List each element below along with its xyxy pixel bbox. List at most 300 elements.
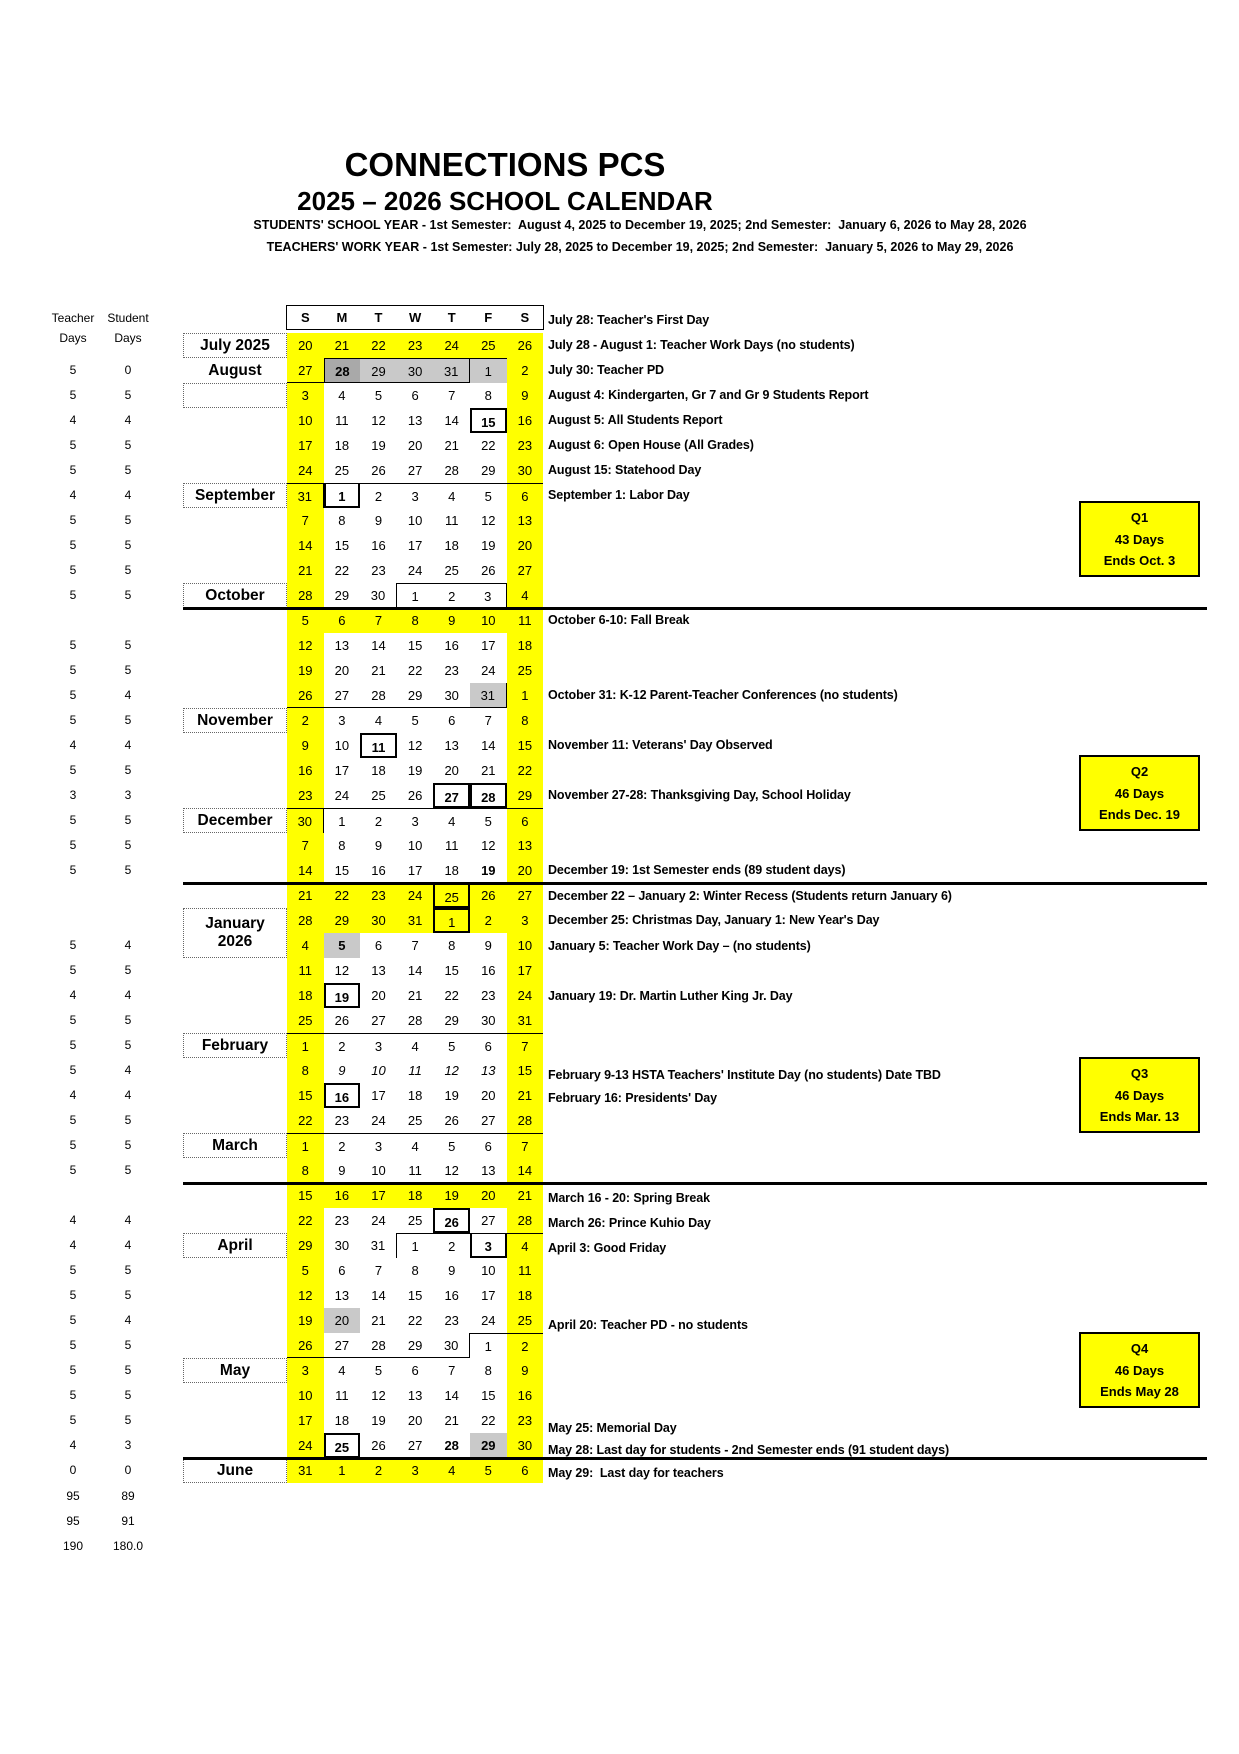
day-cell: 16 [444, 638, 459, 653]
day-cell: 15 [444, 963, 459, 978]
day-cell: 26 [444, 1113, 459, 1128]
calendar-annotation: March 16 - 20: Spring Break [548, 1190, 710, 1205]
day-cell: 24 [481, 1313, 496, 1328]
day-cell: 26 [470, 883, 507, 908]
day-cell: 13 [481, 1063, 496, 1078]
month-label-text: June [216, 1461, 254, 1479]
quarter-summary-box [1079, 755, 1200, 831]
day-cell: 17 [334, 763, 350, 778]
day-cell: 18 [287, 983, 324, 1008]
student-days-value: 3 [124, 788, 132, 802]
teacher-days-value: 5 [69, 813, 77, 827]
calendar-annotation: May 29: Last day for teachers [548, 1465, 724, 1480]
day-cell: 12 [444, 1163, 459, 1178]
day-cell: 24 [371, 1113, 386, 1128]
day-cell: 7 [360, 608, 397, 633]
day-cell: 27 [433, 783, 470, 808]
teacher-days-value: 190 [62, 1539, 84, 1554]
day-cell: 5 [374, 388, 383, 403]
day-cell: 28 [287, 908, 324, 933]
day-cell: 29 [444, 1013, 459, 1028]
calendar-annotation: August 6: Open House (All Grades) [548, 438, 754, 452]
calendar-annotation: August 4: Kindergarten, Gr 7 and Gr 9 Students Report [548, 388, 869, 402]
day-cell: 16 [444, 1288, 459, 1303]
teacher-days-value: 5 [69, 1338, 77, 1352]
day-cell: 14 [444, 1388, 459, 1403]
day-cell: 25 [324, 1433, 361, 1458]
month-label-text: March [212, 1136, 258, 1154]
teacher-days-value: 5 [69, 1163, 77, 1177]
day-cell: 30 [360, 583, 397, 608]
student-days-value: 4 [124, 1313, 132, 1327]
day-cell: 27 [481, 1213, 496, 1228]
day-cell: 20 [287, 333, 324, 358]
teacher-days-header: Days [59, 331, 87, 345]
day-cell: 9 [507, 1358, 544, 1383]
teacher-days-header: Teacher [51, 311, 95, 325]
day-cell: 4 [507, 1233, 544, 1258]
day-cell: 9 [448, 1263, 456, 1278]
day-cell: 21 [507, 1083, 544, 1108]
day-cell: 4 [338, 388, 346, 403]
day-cell: 31 [433, 358, 470, 383]
day-cell: 1 [470, 1333, 507, 1358]
day-cell: 22 [481, 438, 496, 453]
student-days-value: 5 [124, 963, 132, 977]
day-cell: 28 [507, 1208, 544, 1233]
student-days-value: 89 [121, 1489, 135, 1504]
day-cell: 22 [334, 563, 350, 578]
day-cell: 1 [397, 1233, 434, 1258]
day-cell: 23 [444, 1313, 459, 1328]
student-days-value: 4 [124, 488, 132, 502]
weekday-header: T [374, 310, 383, 325]
day-cell: 23 [334, 1213, 350, 1228]
month-label [183, 1033, 287, 1058]
day-cell: 24 [433, 333, 470, 358]
teacher-days-value: 3 [69, 788, 77, 802]
student-days-value: 4 [124, 413, 132, 427]
day-cell: 25 [470, 333, 507, 358]
day-cell: 29 [324, 908, 361, 933]
teacher-days-value: 5 [69, 938, 77, 952]
day-cell: 1 [324, 483, 361, 508]
student-days-value: 5 [124, 1413, 132, 1427]
day-cell: 3 [397, 1458, 434, 1483]
weekday-header: M [336, 310, 348, 325]
day-cell: 15 [470, 408, 507, 433]
day-cell: 19 [444, 1088, 459, 1103]
day-cell: 15 [287, 1183, 324, 1208]
student-days-value: 4 [124, 688, 132, 702]
day-cell: 27 [407, 1438, 423, 1453]
teacher-days-value: 5 [69, 1363, 77, 1377]
calendar-annotation: May 25: Memorial Day [548, 1420, 677, 1435]
day-cell: 30 [287, 808, 324, 833]
day-cell: 18 [334, 438, 350, 453]
day-cell: 13 [407, 413, 423, 428]
day-cell: 10 [287, 1383, 324, 1408]
day-cell: 8 [287, 1158, 324, 1183]
calendar-annotation: November 11: Veterans' Day Observed [548, 738, 773, 752]
day-cell: 5 [470, 483, 507, 508]
day-cell: 23 [397, 333, 434, 358]
student-days-value: 5 [124, 538, 132, 552]
day-cell: 19 [481, 863, 496, 878]
quarter-name: Q1 [1130, 509, 1149, 525]
teacher-days-value: 5 [69, 713, 77, 727]
day-cell: 25 [371, 788, 386, 803]
day-cell: 7 [374, 1263, 383, 1278]
day-cell: 10 [481, 1263, 496, 1278]
day-cell: 5 [411, 713, 419, 728]
day-cell: 11 [360, 733, 397, 758]
day-cell: 10 [407, 838, 423, 853]
day-cell: 18 [407, 1088, 423, 1103]
day-cell: 9 [338, 1063, 346, 1078]
day-cell: 6 [411, 1363, 419, 1378]
day-cell: 17 [407, 863, 423, 878]
day-cell: 6 [507, 808, 544, 833]
day-cell: 11 [507, 608, 544, 633]
day-cell: 19 [371, 438, 386, 453]
student-days-value: 0 [124, 1463, 132, 1477]
month-label [183, 808, 287, 833]
day-cell: 29 [397, 683, 434, 708]
day-cell: 2 [433, 583, 470, 608]
month-label-text: October [205, 586, 265, 604]
month-label-text: February [201, 1036, 269, 1054]
day-cell: 19 [287, 658, 324, 683]
teacher-days-value: 4 [69, 1438, 77, 1452]
day-cell: 6 [448, 713, 456, 728]
day-cell: 18 [444, 863, 459, 878]
student-days-value: 4 [124, 738, 132, 752]
day-cell: 13 [507, 833, 544, 858]
day-cell: 9 [433, 608, 470, 633]
teacher-days-value: 5 [69, 513, 77, 527]
day-cell: 20 [334, 663, 350, 678]
teacher-days-value: 5 [69, 638, 77, 652]
day-cell: 3 [470, 1233, 507, 1258]
student-days-value: 5 [124, 513, 132, 527]
day-cell: 17 [407, 538, 423, 553]
month-label [183, 708, 287, 733]
student-days-value: 3 [124, 1438, 132, 1452]
day-cell: 2 [324, 1133, 361, 1158]
day-cell: 1 [507, 683, 544, 708]
teacher-days-value: 5 [69, 1113, 77, 1127]
day-cell: 24 [334, 788, 350, 803]
student-days-value: 180.0 [112, 1539, 144, 1554]
calendar-annotation: January 19: Dr. Martin Luther King Jr. Day [548, 989, 793, 1004]
calendar-annotation: February 16: Presidents' Day [548, 1090, 717, 1105]
teacher-days-value: 5 [69, 1313, 77, 1327]
day-cell: 20 [444, 763, 459, 778]
student-days-value: 4 [124, 1238, 132, 1252]
student-days-value: 5 [124, 1338, 132, 1352]
teacher-days-value: 4 [69, 738, 77, 752]
teacher-days-value: 5 [69, 438, 77, 452]
day-cell: 31 [287, 1458, 324, 1483]
day-cell: 14 [444, 413, 459, 428]
day-cell: 12 [287, 633, 324, 658]
day-cell: 4 [507, 583, 544, 608]
day-cell: 5 [433, 1133, 470, 1158]
day-cell: 6 [470, 1033, 507, 1058]
day-cell: 18 [334, 1413, 350, 1428]
day-cell: 22 [407, 663, 423, 678]
month-label-text: July 2025 [200, 336, 270, 354]
day-cell: 9 [484, 938, 492, 953]
calendar-annotation: August 15: Statehood Day [548, 463, 702, 477]
day-cell: 3 [507, 908, 544, 933]
day-cell: 7 [411, 938, 419, 953]
day-cell: 5 [433, 1033, 470, 1058]
day-cell: 23 [507, 1408, 544, 1433]
day-cell: 7 [287, 508, 324, 533]
day-cell: 13 [481, 1163, 496, 1178]
day-cell: 20 [324, 1308, 361, 1333]
day-cell: 31 [397, 908, 434, 933]
student-days-value: 5 [124, 638, 132, 652]
month-label-text: August [208, 361, 262, 379]
day-cell: 11 [335, 413, 349, 428]
calendar-annotation: December 25: Christmas Day, January 1: New Year's Day [548, 913, 880, 927]
day-cell: 4 [397, 1133, 434, 1158]
weekday-header-row [286, 305, 544, 330]
month-label-text: 2026 [217, 933, 253, 950]
day-cell: 28 [444, 1438, 459, 1453]
day-cell: 23 [287, 783, 324, 808]
day-cell: 19 [407, 763, 423, 778]
day-cell: 10 [287, 408, 324, 433]
day-cell: 22 [324, 883, 361, 908]
teacher-days-value: 95 [66, 1514, 80, 1529]
day-cell: 11 [408, 1063, 422, 1078]
day-cell: 18 [507, 1283, 544, 1308]
day-cell: 24 [481, 663, 496, 678]
day-cell: 15 [407, 1288, 423, 1303]
day-cell: 14 [371, 1288, 386, 1303]
day-cell: 12 [444, 1063, 459, 1078]
day-cell: 8 [397, 608, 434, 633]
teacher-days-value: 4 [69, 1213, 77, 1227]
day-cell: 12 [371, 1388, 386, 1403]
day-cell: 16 [507, 1383, 544, 1408]
day-cell: 23 [360, 883, 397, 908]
day-cell: 23 [444, 663, 459, 678]
day-cell: 26 [371, 1438, 386, 1453]
day-cell: 22 [287, 1208, 324, 1233]
teacher-days-value: 4 [69, 413, 77, 427]
teacher-days-value: 4 [69, 1238, 77, 1252]
day-cell: 15 [481, 1388, 496, 1403]
teacher-days-value: 5 [69, 838, 77, 852]
day-cell: 17 [371, 1088, 386, 1103]
month-label-text: January [205, 915, 265, 932]
teacher-days-value: 5 [69, 1013, 77, 1027]
day-cell: 30 [481, 1013, 496, 1028]
teacher-days-value: 5 [69, 1413, 77, 1427]
calendar-annotation: April 20: Teacher PD - no students [548, 1318, 748, 1332]
day-cell: 27 [371, 1013, 386, 1028]
student-days-value: 5 [124, 663, 132, 677]
day-cell: 16 [324, 1083, 361, 1108]
day-cell: 26 [433, 1208, 470, 1233]
month-label-text: December [197, 811, 273, 829]
day-cell: 23 [334, 1113, 350, 1128]
day-cell: 29 [397, 1333, 434, 1358]
day-cell: 12 [287, 1283, 324, 1308]
calendar-annotation: July 28: Teacher's First Day [548, 313, 710, 327]
day-cell: 10 [371, 1063, 386, 1078]
calendar-annotation: April 3: Good Friday [548, 1240, 667, 1255]
teacher-days-value: 5 [69, 1288, 77, 1302]
day-cell: 6 [324, 608, 361, 633]
day-cell: 21 [371, 1313, 386, 1328]
day-cell: 20 [407, 1413, 423, 1428]
day-cell: 30 [397, 358, 434, 383]
calendar-annotation: May 28: Last day for students - 2nd Semester ends (91 student days) [548, 1443, 950, 1457]
day-cell: 17 [360, 1183, 397, 1208]
month-label [183, 383, 287, 408]
calendar-annotation: March 26: Prince Kuhio Day [548, 1215, 711, 1230]
teacher-days-value: 5 [69, 363, 77, 377]
day-cell: 16 [287, 758, 324, 783]
day-cell: 20 [407, 438, 423, 453]
day-cell: 7 [448, 1363, 456, 1378]
day-cell: 31 [507, 1008, 544, 1033]
day-cell: 17 [481, 638, 496, 653]
day-cell: 4 [338, 1363, 346, 1378]
day-cell: 2 [324, 1033, 361, 1058]
teacher-days-value: 5 [69, 963, 77, 977]
day-cell: 14 [481, 738, 496, 753]
page-title: CONNECTIONS PCS [344, 146, 666, 183]
student-days-value: 5 [124, 863, 132, 877]
student-days-value: 5 [124, 813, 132, 827]
day-cell: 1 [433, 908, 470, 933]
teacher-days-value: 5 [69, 563, 77, 577]
student-days-value: 4 [124, 988, 132, 1002]
student-days-value: 5 [124, 838, 132, 852]
weekday-header: S [300, 310, 310, 325]
student-days-value: 5 [124, 438, 132, 452]
day-cell: 19 [433, 1183, 470, 1208]
day-cell: 20 [470, 1183, 507, 1208]
quarter-days: 46 Days [1114, 1087, 1165, 1103]
day-cell: 11 [444, 838, 459, 853]
day-cell: 21 [407, 988, 423, 1003]
day-cell: 29 [507, 783, 544, 808]
teacher-days-value: 4 [69, 1088, 77, 1102]
day-cell: 20 [507, 858, 544, 883]
weekday-header: T [447, 310, 456, 325]
day-cell: 13 [334, 1288, 350, 1303]
day-cell: 20 [481, 1088, 496, 1103]
day-cell: 16 [507, 408, 544, 433]
day-cell: 1 [324, 1458, 361, 1483]
day-cell: 23 [507, 433, 544, 458]
day-cell: 5 [287, 608, 324, 633]
day-cell: 8 [507, 708, 544, 733]
day-cell: 29 [470, 1433, 507, 1458]
day-cell: 3 [360, 1033, 397, 1058]
day-cell: 11 [408, 1163, 422, 1178]
day-cell: 4 [433, 483, 470, 508]
quarter-ends: Ends Mar. 13 [1099, 1109, 1180, 1125]
day-cell: 16 [371, 538, 386, 553]
teacher-days-value: 5 [69, 588, 77, 602]
day-cell: 9 [374, 838, 383, 853]
day-cell: 29 [334, 588, 350, 603]
day-cell: 28 [407, 1013, 423, 1028]
day-cell: 21 [371, 663, 386, 678]
month-label-text: September [194, 486, 276, 504]
day-cell: 25 [507, 658, 544, 683]
day-cell: 20 [371, 988, 386, 1003]
teacher-days-value: 5 [69, 388, 77, 402]
day-cell: 27 [507, 883, 544, 908]
day-cell: 18 [397, 1183, 434, 1208]
day-cell: 11 [444, 513, 459, 528]
day-cell: 24 [397, 883, 434, 908]
day-cell: 9 [374, 513, 383, 528]
day-cell: 6 [374, 938, 383, 953]
day-cell: 23 [481, 988, 496, 1003]
month-label [183, 1133, 287, 1158]
calendar-annotation: January 5: Teacher Work Day – (no students) [548, 939, 811, 954]
day-cell: 6 [507, 1458, 544, 1483]
day-cell: 13 [444, 738, 459, 753]
day-cell: 27 [287, 358, 324, 383]
month-label-text: November [197, 711, 273, 729]
day-cell: 30 [507, 1433, 544, 1458]
day-cell: 3 [338, 713, 346, 728]
day-cell: 15 [507, 1058, 544, 1083]
student-days-value: 5 [124, 563, 132, 577]
quarter-name: Q3 [1130, 1065, 1149, 1081]
day-cell: 27 [324, 1333, 361, 1358]
day-cell: 1 [397, 583, 434, 608]
quarter-days: 46 Days [1114, 1362, 1165, 1378]
day-cell: 8 [338, 513, 346, 528]
quarter-summary-box [1079, 1332, 1200, 1408]
month-label [183, 1233, 287, 1258]
month-label [183, 358, 287, 383]
student-days-value: 4 [124, 1088, 132, 1102]
day-cell: 29 [287, 1233, 324, 1258]
day-cell: 24 [287, 458, 324, 483]
teacher-days-value: 5 [69, 763, 77, 777]
day-cell: 25 [444, 563, 459, 578]
day-cell: 21 [444, 438, 459, 453]
day-cell: 27 [407, 463, 423, 478]
day-cell: 9 [338, 1163, 346, 1178]
day-cell: 6 [507, 483, 544, 508]
day-cell: 30 [507, 458, 544, 483]
calendar-annotation: October 6-10: Fall Break [548, 613, 690, 627]
day-cell: 16 [371, 863, 386, 878]
day-cell: 1 [470, 358, 507, 383]
quarter-ends: Ends May 28 [1100, 1384, 1179, 1400]
day-cell: 20 [507, 533, 544, 558]
day-cell: 10 [507, 933, 544, 958]
day-cell: 16 [481, 963, 496, 978]
day-cell: 10 [470, 608, 507, 633]
day-cell: 8 [484, 388, 492, 403]
